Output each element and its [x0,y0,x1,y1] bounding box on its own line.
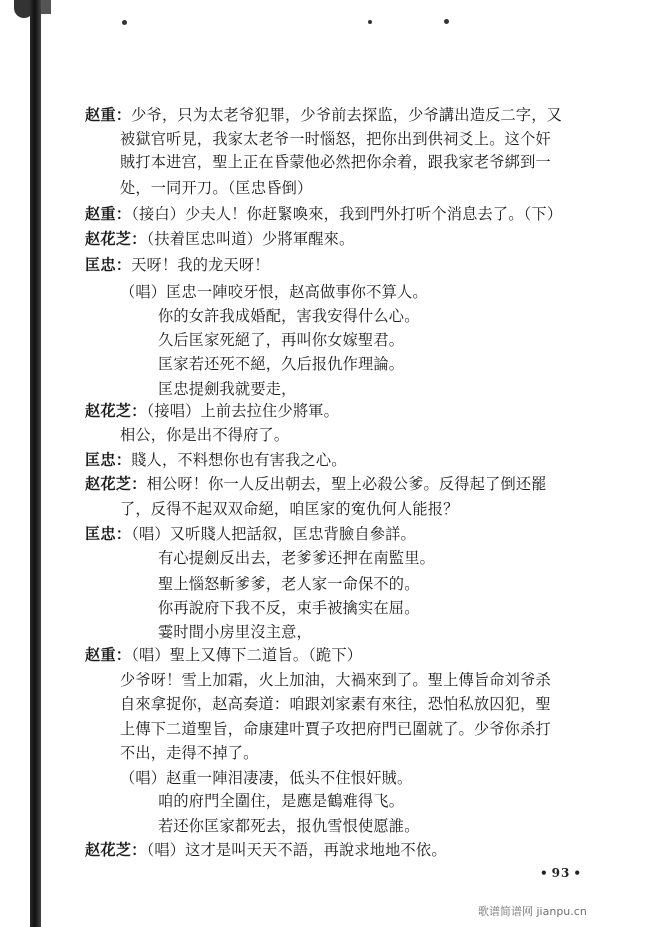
line-text: （唱）聖上又傳下二道旨。（跪下） [131,646,363,664]
line-text: 賊打本进宫，聖上正在昏蒙他必然把你余着，跟我家老爷綁到一 [120,153,551,171]
line-text: 上傳下二道聖旨，命康建叶賈子攻把府門已圍就了。少爷你杀打 [120,720,551,738]
speaker-name: 赵花芝： [85,475,147,493]
script-line [158,330,404,350]
script-line [85,645,362,665]
line-text: 天呀！我的龙天呀！ [131,256,270,274]
script-line [120,129,551,149]
line-text: 霎时間小房里沒主意， [158,623,312,641]
ink-speck [444,19,449,24]
script-line [158,548,435,568]
line-text: （接白）少夫人！你赶緊喚來，我到門外打听个消息去了。（下） [131,205,563,223]
line-text: 少爷，只为太老爷犯罪，少爷前去探监，少爷講出造反二字，又 [131,106,563,124]
speaker-name: 赵重： [85,106,132,124]
line-text: 有心提劍反出去，老爹爹还押在南監里。 [158,549,435,567]
script-line [158,354,404,374]
speaker-name: 匡忠： [85,525,132,543]
speaker-name: 匡忠： [85,451,132,469]
script-line [120,768,412,788]
line-text: 匡家若还死不絕，久后报仇作理論。 [158,355,405,373]
script-line [120,743,259,763]
line-text: 你的女許我成婚配，害我安得什么心。 [158,307,420,325]
binding-edge [30,0,41,927]
script-line [120,670,551,690]
script-line [158,379,297,399]
page-number: • 93 • [540,866,582,880]
speaker-name: 赵花芝： [85,841,147,859]
line-text: 少爷呀！雪上加霜，火上加油，大禍來到了。聖上傳旨命刘爷杀 [120,671,551,689]
line-text: （唱）又听賤人把話叙，匡忠背臉自參詳。 [131,525,416,543]
line-text: 相公呀！你一人反出朝去，聖上必殺公爹。反得起了倒还罷 [146,475,547,493]
line-text: （唱）匡忠一陣咬牙恨，赵高做事你不算人。 [120,283,428,301]
line-text: 若还你匡家都死去，报仇雪恨使愿誰。 [158,817,420,835]
line-text: （扶着匡忠叫道）少將軍醒來。 [146,230,355,248]
script-line [158,622,312,642]
script-line [120,152,551,172]
script-line [85,450,347,470]
script-line [85,401,339,421]
line-text: 处，一同开刀。（匡忠昏倒） [120,179,313,197]
line-text: 相公，你是出不得府了。 [120,426,290,444]
line-text: 自來拿捉你，赵高奏道：咱跟刘家素有來往，恐怕私放囚犯，聖 [120,695,551,713]
line-text: 了，反得不起双双命絕，咱匡家的寃仇何人能报？ [120,500,459,518]
script-line [120,499,459,519]
script-line [85,229,354,249]
line-text: 不出，走得不掉了。 [120,744,259,762]
script-line [120,178,312,198]
speaker-name: 赵重： [85,646,132,664]
script-line [85,474,547,494]
line-text: （唱）赵重一陣泪凄凄，低头不住恨奸賊。 [120,769,413,787]
line-text: 聖上惱怒斬爹爹，老人家一命保不的。 [158,575,420,593]
speaker-name: 赵花芝： [85,402,147,420]
script-line [158,598,420,618]
script-line [85,255,270,275]
script-line [158,574,420,594]
ink-speck [122,20,127,25]
line-text: （接唱）上前去拉住少將軍。 [146,402,339,420]
script-line [85,105,562,125]
line-text: 匡忠提劍我就要走， [158,380,297,398]
script-line [85,524,416,544]
script-line [120,719,551,739]
site-watermark: 歌谱简谱网 jianpu.cn [478,905,587,918]
script-line [120,425,289,445]
speaker-name: 匡忠： [85,256,132,274]
binding-notch [41,0,51,14]
script-line [120,694,551,714]
line-text: 被獄官听見，我家太老爷一时惱怒，把你出到供祠爻上。这个奸 [120,130,551,148]
ink-speck [368,20,372,24]
line-text: 你再說府下我不反，束手被擒实在屈。 [158,599,420,617]
speaker-name: 赵花芝： [85,230,147,248]
line-text: （唱）这才是叫天天不語，再說求地地不依。 [146,841,447,859]
script-line [120,282,428,302]
line-text: 久后匡家死絕了，再叫你女嫁聖君。 [158,331,405,349]
line-text: 咱的府門全圍住，是應是鶴难得飞。 [158,792,405,810]
speaker-name: 赵重： [85,205,132,223]
script-line [158,306,420,326]
script-line [158,791,404,811]
line-text: 賤人，不料想你也有害我之心。 [131,451,347,469]
script-line [85,204,562,224]
script-line [158,816,420,836]
script-line [85,840,447,860]
